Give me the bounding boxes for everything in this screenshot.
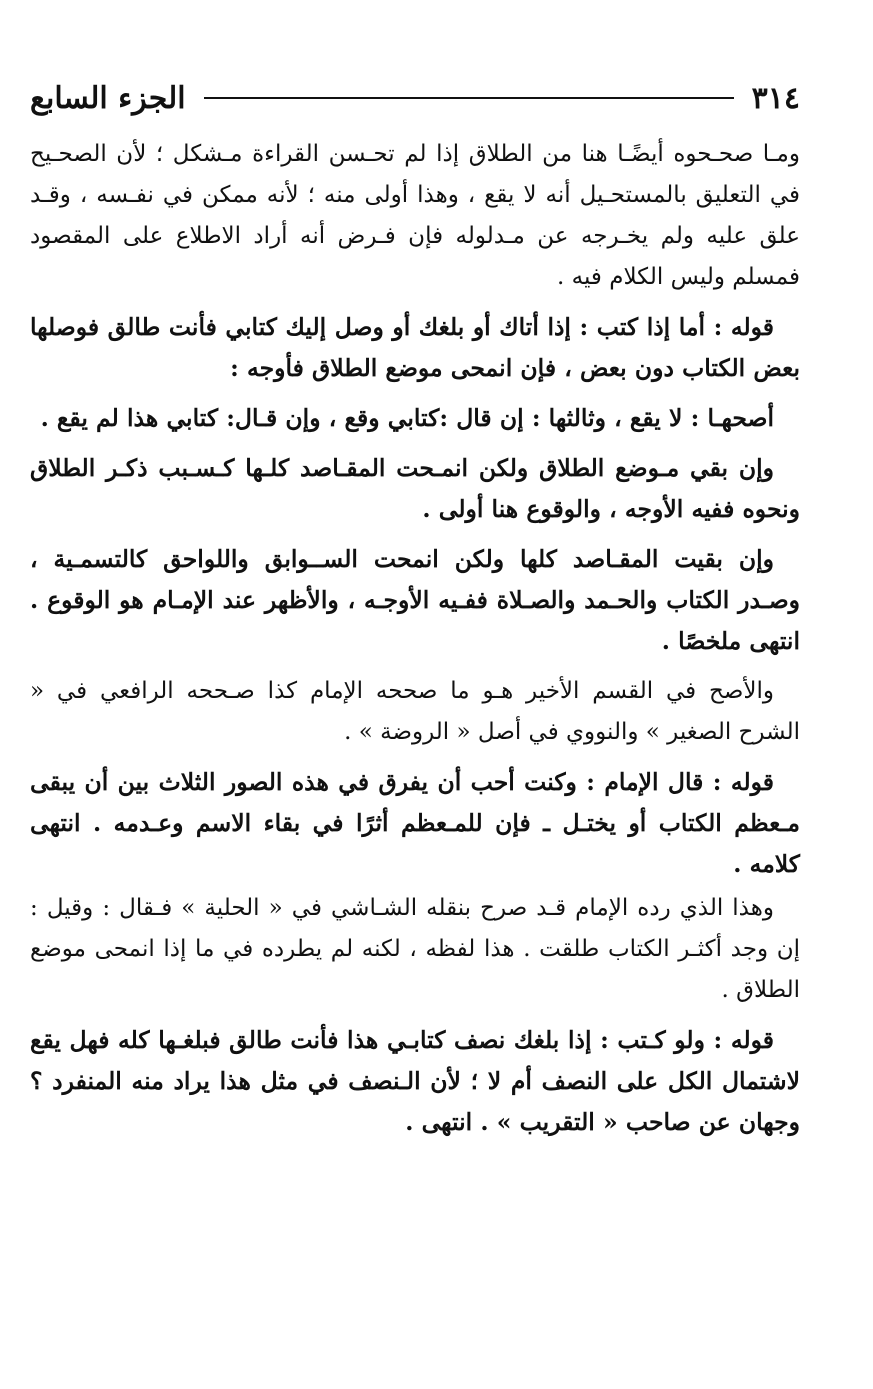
paragraph-quoted: وإن بقي مـوضع الطلاق ولكن انمـحت المقـاصد كلـها كـسـبب ذكـر الطلاق ونحوه ففيه الأوجه ، والوقوع هنا أولى . [30,454,800,523]
body-text [30,134,800,1152]
paragraph-quoted: قوله : أما إذا كتب : إذا أتاك أو بلغك أو وصل إليك كتابي فأنت طالق فوصلها بعض الكتاب دون بعض ، فإن انمحى موضع الطلاق فأوجه : [30,313,800,382]
paragraph-commentary: وهذا الذي رده الإمام قـد صرح بنقله الشـاشي في « الحلية » فـقال : وقيل : إن وجد أكثـر الكتاب طلقت . هذا لفظه ، لكنه لم يطرده في ما إذا انمحى موضع الطلاق . [30,895,800,1003]
paragraph-quoted: قوله : ولو كـتب : إذا بلغك نصف كتابـي هذا فأنت طالق فبلغـها كله فهل يقع لاشتمال الكل على النصف أم لا ؛ لأن الـنصف في مثل هذا يراد منه المنفرد ؟ وجهان عن صاحب « التقريب » . انتهى . [30,1026,800,1136]
paragraph-commentary: والأصح في القسم الأخير هـو ما صححه الإمام كذا صـححه الرافعي في « الشرح الصغير » والنووي في أصل « الروضة » . [30,678,800,745]
page-header [30,78,800,118]
header-rule [204,97,734,99]
paragraph-quoted: أصحهـا : لا يقع ، وثالثها : إن قال :كتابي وقع ، وإن قـال: كتابي هذا لم يقع . [40,404,774,432]
paragraph-quoted: وإن بقيت المقـاصد كلها ولكن انمحت الســوابق واللواحق كالتسمـية ، وصـدر الكتاب والحـمد والصـلاة ففـيه الأوجـه ، والأظهر عند الإمـام هو الوقوع . انتهى ملخصًا . [30,545,800,655]
paragraph-commentary: ومـا صحـحوه أيضًـا هنا من الطلاق إذا لم تحـسن القراءة مـشكل ؛ لأن الصحـيح في التعليق بالمستحـيل أنه لا يقع ، وهذا أولى منه ؛ لأنه ممكن في نفـسه ، وقـد علق عليه ولم يخـرجه عن مـدلوله فإن فـرض أنه أراد الاطلاع على المقصود فمسلم وليس الكلام فيه . [30,141,800,290]
running-title: الجزء السابع [30,80,186,116]
page-number: ٣١٤ [751,80,800,116]
paragraph-quoted: قوله : قال الإمام : وكنت أحب أن يفرق في هذه الصور الثلاث بين أن يبقى مـعظم الكتاب أو يختـل ـ فإن للمـعظم أثرًا في بقاء الاسم وعـدمه . انتهى كلامه . [30,768,800,878]
